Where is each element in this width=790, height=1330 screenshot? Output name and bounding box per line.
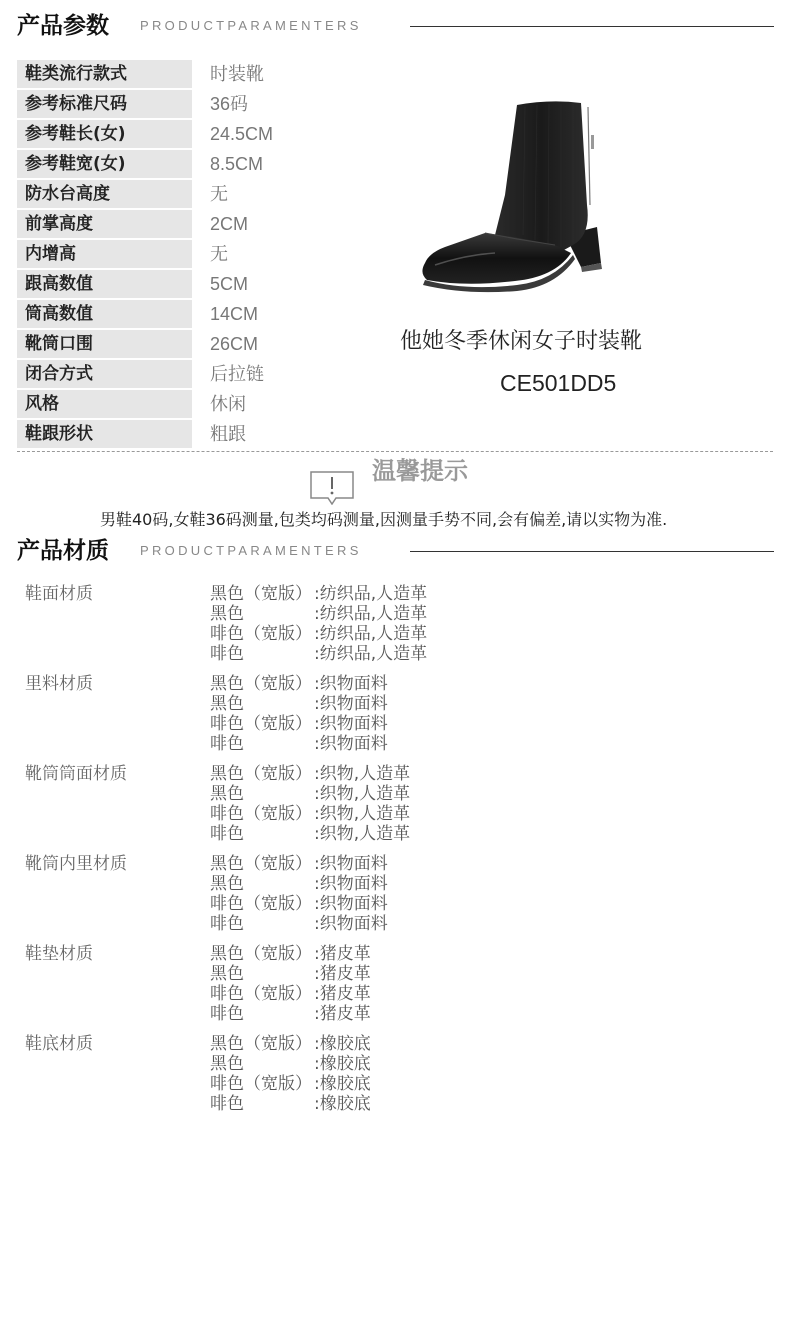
material-color: 啡色: [210, 914, 244, 934]
material-label: 里料材质: [25, 674, 93, 694]
param-value: 8.5CM: [210, 154, 264, 174]
product-code: CE501DD5: [500, 370, 617, 396]
material-color: 啡色: [210, 1004, 244, 1024]
param-row: [17, 119, 297, 149]
param-value: 14CM: [210, 304, 259, 324]
param-row: [17, 269, 297, 299]
material-label: 鞋底材质: [25, 1034, 93, 1054]
param-label: 鞋类流行款式: [17, 60, 192, 88]
param-value: 后拉链: [210, 364, 264, 384]
material-color: 啡色: [210, 734, 244, 754]
material-value: :织物面料: [314, 674, 388, 694]
material-value: :织物,人造革: [314, 804, 411, 824]
boot-product-image: [405, 95, 615, 300]
material-label: 靴筒筒面材质: [25, 764, 127, 784]
param-row: [17, 359, 297, 389]
material-color: 黑色: [210, 604, 244, 624]
param-label: 参考鞋宽(女): [17, 150, 192, 178]
material-group: [25, 944, 765, 1034]
param-row: [17, 149, 297, 179]
param-value: 休闲: [210, 394, 246, 414]
material-value: :织物面料: [314, 694, 388, 714]
section-subtitle: PRODUCTPARAMENTERS: [140, 543, 362, 558]
material-color: 啡色: [210, 644, 244, 664]
material-value: :纺织品,人造革: [314, 624, 428, 644]
material-color: 黑色（宽版）: [210, 764, 312, 784]
material-label: 鞋面材质: [25, 584, 93, 604]
material-group: [25, 1034, 765, 1124]
param-row: [17, 419, 297, 449]
material-label: 鞋垫材质: [25, 944, 93, 964]
material-value: :纺织品,人造革: [314, 644, 428, 664]
material-group: [25, 674, 765, 764]
param-label: 鞋跟形状: [17, 420, 192, 448]
material-value: :织物面料: [314, 714, 388, 734]
material-group: [25, 854, 765, 944]
section-header-params: [0, 6, 790, 46]
section-divider: [410, 26, 774, 27]
material-value: :猪皮革: [314, 984, 371, 1004]
param-value: 5CM: [210, 274, 249, 294]
material-color: 啡色: [210, 1094, 244, 1114]
material-value: :橡胶底: [314, 1094, 371, 1114]
param-value: 粗跟: [210, 424, 246, 444]
param-value: 36码: [210, 94, 249, 114]
material-value: :织物面料: [314, 854, 388, 874]
material-value: :织物,人造革: [314, 824, 411, 844]
section-subtitle: PRODUCTPARAMENTERS: [140, 18, 362, 33]
param-row: [17, 299, 297, 329]
material-color: 黑色（宽版）: [210, 854, 312, 874]
section-title: 产品材质: [17, 538, 109, 564]
material-group: [25, 764, 765, 854]
notice-title: 温馨提示: [372, 457, 468, 485]
material-color: 啡色（宽版）: [210, 714, 312, 734]
param-label: 前掌高度: [17, 210, 192, 238]
material-color: 啡色（宽版）: [210, 894, 312, 914]
material-color: 黑色: [210, 874, 244, 894]
material-color: 黑色: [210, 1054, 244, 1074]
param-value: 26CM: [210, 334, 259, 354]
product-name: 他她冬季休闲女子时装靴: [400, 329, 643, 354]
param-value: 无: [210, 244, 228, 264]
param-value: 2CM: [210, 214, 249, 234]
section-divider: [410, 551, 774, 552]
param-label: 筒高数值: [17, 300, 192, 328]
material-color: 黑色: [210, 784, 244, 804]
material-color: 啡色（宽版）: [210, 984, 312, 1004]
material-value: :橡胶底: [314, 1054, 371, 1074]
material-value: :橡胶底: [314, 1034, 371, 1054]
param-table: [17, 59, 297, 449]
param-row: [17, 179, 297, 209]
material-color: 黑色: [210, 694, 244, 714]
material-value: :猪皮革: [314, 1004, 371, 1024]
material-list: [25, 584, 765, 1124]
param-label: 闭合方式: [17, 360, 192, 388]
material-color: 啡色（宽版）: [210, 624, 312, 644]
param-row: [17, 239, 297, 269]
material-value: :纺织品,人造革: [314, 584, 428, 604]
material-color: 黑色（宽版）: [210, 674, 312, 694]
material-value: :织物,人造革: [314, 784, 411, 804]
param-label: 内增高: [17, 240, 192, 268]
param-label: 参考鞋长(女): [17, 120, 192, 148]
param-label: 靴筒口围: [17, 330, 192, 358]
param-row: [17, 329, 297, 359]
material-label: 靴筒内里材质: [25, 854, 127, 874]
param-label: 防水台高度: [17, 180, 192, 208]
param-row: [17, 59, 297, 89]
material-color: 黑色: [210, 964, 244, 984]
material-color: 黑色（宽版）: [210, 584, 312, 604]
param-label: 风格: [17, 390, 192, 418]
section-header-materials: [0, 531, 790, 571]
param-value: 时装靴: [210, 64, 264, 84]
exclamation-bubble-icon: [310, 471, 354, 505]
material-color: 啡色（宽版）: [210, 1074, 312, 1094]
param-row: [17, 389, 297, 419]
material-color: 黑色（宽版）: [210, 944, 312, 964]
param-value: 24.5CM: [210, 124, 274, 144]
param-value: 无: [210, 184, 228, 204]
material-value: :织物,人造革: [314, 764, 411, 784]
param-row: [17, 209, 297, 239]
material-color: 啡色: [210, 824, 244, 844]
section-title: 产品参数: [17, 13, 109, 39]
material-value: :纺织品,人造革: [314, 604, 428, 624]
material-value: :织物面料: [314, 894, 388, 914]
material-value: :织物面料: [314, 874, 388, 894]
material-value: :猪皮革: [314, 944, 371, 964]
param-label: 参考标准尺码: [17, 90, 192, 118]
material-color: 黑色（宽版）: [210, 1034, 312, 1054]
param-label: 跟高数值: [17, 270, 192, 298]
notice-text: 男鞋40码,女鞋36码测量,包类均码测量,因测量手势不同,会有偏差,请以实物为准.: [100, 510, 668, 529]
material-value: :猪皮革: [314, 964, 371, 984]
material-value: :织物面料: [314, 914, 388, 934]
material-color: 啡色（宽版）: [210, 804, 312, 824]
material-value: :橡胶底: [314, 1074, 371, 1094]
param-row: [17, 89, 297, 119]
material-value: :织物面料: [314, 734, 388, 754]
material-group: [25, 584, 765, 674]
